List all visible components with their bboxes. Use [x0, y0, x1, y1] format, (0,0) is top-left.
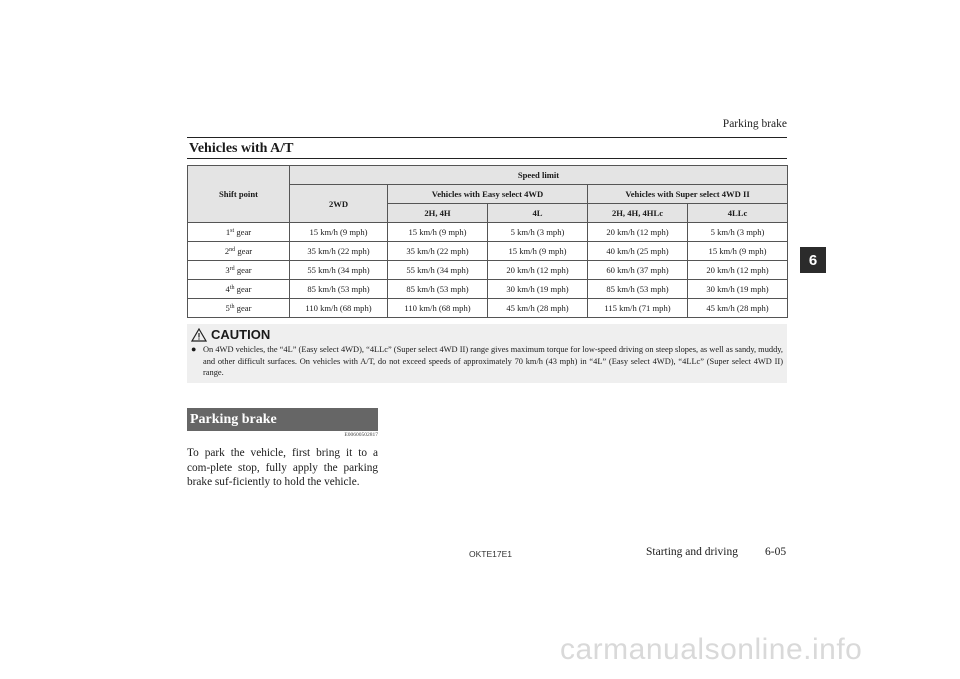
speed-cell: 20 km/h (12 mph) — [688, 261, 788, 280]
col-easy-select-header: Vehicles with Easy select 4WD — [388, 185, 588, 204]
gear-cell — [188, 242, 290, 261]
gear-number: 1 — [225, 227, 231, 237]
speed-cell: 45 km/h (28 mph) — [488, 299, 588, 318]
gear-ordinal: th — [229, 285, 235, 291]
gear-word: gear — [236, 265, 252, 275]
speed-cell: 15 km/h (9 mph) — [290, 223, 388, 242]
speed-cell: 85 km/h (53 mph) — [388, 280, 488, 299]
speed-limit-header: Speed limit — [290, 166, 788, 185]
page-number: 6-05 — [765, 546, 787, 558]
table-row — [188, 280, 788, 299]
parking-brake-text: To park the vehicle, first bring it to a com-plete stop, fully apply the parking brake suf-ficiently to hold the vehicle. — [187, 447, 378, 488]
speed-cell: 60 km/h (37 mph) — [588, 261, 688, 280]
gear-ordinal: nd — [229, 247, 236, 253]
caution-title: CAUTION — [211, 327, 271, 342]
speed-cell: 35 km/h (22 mph) — [290, 242, 388, 261]
speed-cell: 30 km/h (19 mph) — [488, 280, 588, 299]
gear-number: 2 — [224, 246, 230, 256]
sub-4llc-header: 4LLc — [688, 204, 788, 223]
table-row — [188, 261, 788, 280]
speed-cell: 55 km/h (34 mph) — [290, 261, 388, 280]
shift-point-header: Shift point — [188, 166, 290, 223]
speed-cell: 85 km/h (53 mph) — [588, 280, 688, 299]
gear-word: gear — [236, 227, 252, 237]
speed-cell: 5 km/h (3 mph) — [488, 223, 588, 242]
speed-cell: 110 km/h (68 mph) — [388, 299, 488, 318]
table-row — [188, 223, 788, 242]
gear-cell — [188, 299, 290, 318]
parking-brake-heading: Parking brake — [187, 408, 378, 431]
caution-box — [187, 324, 787, 383]
watermark[interactable]: carmanualsonline.info — [560, 633, 863, 666]
gear-word: gear — [237, 246, 253, 256]
speed-cell: 20 km/h (12 mph) — [488, 261, 588, 280]
speed-cell: 15 km/h (9 mph) — [388, 223, 488, 242]
running-head: Parking brake — [722, 118, 787, 130]
gear-word: gear — [236, 284, 252, 294]
table-row — [188, 299, 788, 318]
gear-cell — [188, 261, 290, 280]
sub-2h-4h-4hlc-header: 2H, 4H, 4HLc — [588, 204, 688, 223]
speed-cell: 45 km/h (28 mph) — [688, 299, 788, 318]
gear-ordinal: st — [230, 228, 235, 234]
col-2wd-header: 2WD — [290, 185, 388, 223]
gear-number: 5 — [225, 303, 230, 313]
speed-cell: 110 km/h (68 mph) — [290, 299, 388, 318]
section-title: Vehicles with A/T — [187, 137, 787, 159]
footer-section: Starting and driving — [646, 546, 738, 558]
speed-cell: 85 km/h (53 mph) — [290, 280, 388, 299]
caution-text: On 4WD vehicles, the “4L” (Easy select 4WD), “4LLc” (Super select 4WD II) range gives maximum torque for low-speed driving on steep slopes, as well as sandy, muddy, and other difficult surfaces. On vehicles with A/T, do not exceed speeds of approximately 70 km/h (43 mph) in “4L” (Easy select 4WD), “4LLc” (Super select 4WD II) range. — [203, 345, 783, 377]
speed-cell: 15 km/h (9 mph) — [688, 242, 788, 261]
speed-cell: 30 km/h (19 mph) — [688, 280, 788, 299]
speed-limit-table — [187, 165, 788, 318]
footer-code: OKTE17E1 — [469, 549, 512, 559]
chapter-tab: 6 — [800, 247, 826, 273]
sub-2h-4h-header: 2H, 4H — [388, 204, 488, 223]
speed-cell: 20 km/h (12 mph) — [588, 223, 688, 242]
gear-number: 4 — [225, 284, 230, 294]
gear-ordinal: th — [229, 304, 235, 310]
speed-cell: 55 km/h (34 mph) — [388, 261, 488, 280]
warning-triangle-icon — [191, 328, 207, 342]
speed-cell: 5 km/h (3 mph) — [688, 223, 788, 242]
gear-ordinal: rd — [229, 266, 235, 272]
sub-4l-header: 4L — [488, 204, 588, 223]
col-super-select-header: Vehicles with Super select 4WD II — [588, 185, 788, 204]
bullet-icon: ● — [191, 344, 197, 354]
table-row — [188, 242, 788, 261]
parking-brake-code: E00600502817 — [344, 432, 378, 438]
speed-cell: 35 km/h (22 mph) — [388, 242, 488, 261]
speed-cell: 115 km/h (71 mph) — [588, 299, 688, 318]
gear-cell — [188, 280, 290, 299]
gear-number: 3 — [225, 265, 230, 275]
gear-cell — [188, 223, 290, 242]
gear-word: gear — [236, 303, 252, 313]
speed-cell: 40 km/h (25 mph) — [588, 242, 688, 261]
speed-cell: 15 km/h (9 mph) — [488, 242, 588, 261]
